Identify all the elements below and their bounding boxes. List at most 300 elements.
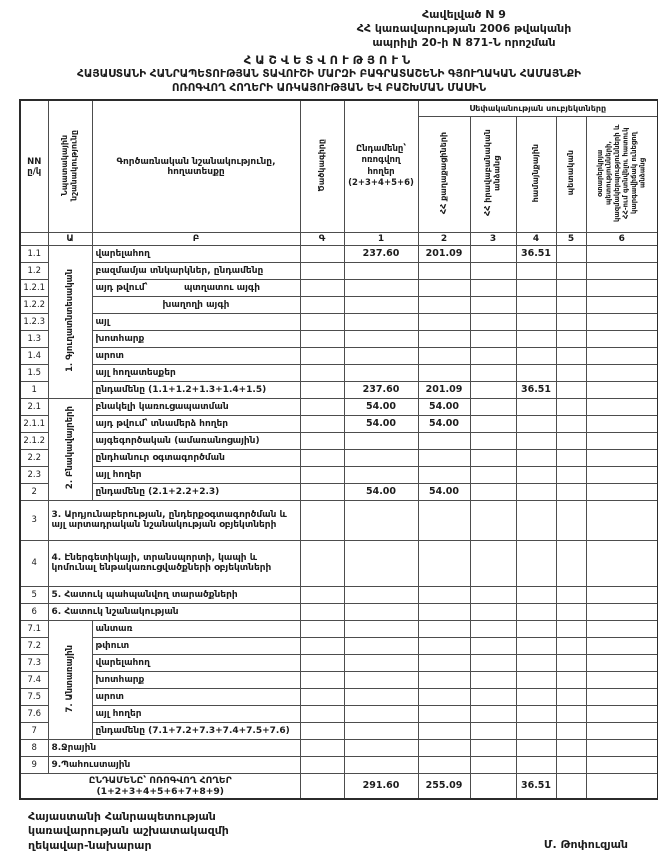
value-cell	[586, 722, 658, 739]
row-label-prefix: այդ թվում՝	[95, 282, 148, 293]
value-cell	[556, 756, 586, 773]
value-cell	[418, 449, 470, 466]
value-cell	[516, 364, 556, 381]
value-cell	[344, 466, 418, 483]
row-number: 7	[20, 722, 48, 739]
table-row	[20, 330, 658, 347]
code-cell	[300, 540, 344, 586]
value-cell	[516, 500, 556, 540]
row-label: 3. Արդյունաբերության, ընդերքօգտագործման և այլ արտադրական նշանակության օբյեկտների	[48, 500, 300, 540]
code-cell	[300, 671, 344, 688]
code-cell	[300, 620, 344, 637]
value-cell	[418, 296, 470, 313]
row-label: այլ հողատեսքեր	[92, 364, 300, 381]
value-cell	[556, 262, 586, 279]
table-row	[20, 603, 658, 620]
value-cell	[418, 637, 470, 654]
code-cell	[300, 739, 344, 756]
value-cell	[344, 313, 418, 330]
value-cell	[516, 739, 556, 756]
row-label: վարելահող	[92, 245, 300, 262]
col-header-community: համայնքային	[516, 116, 556, 232]
value-cell	[556, 347, 586, 364]
value-cell	[516, 483, 556, 500]
signatory-organization	[28, 810, 229, 853]
row-number: 7.1	[20, 620, 48, 637]
code-cell	[300, 415, 344, 432]
row-number: 2.2	[20, 449, 48, 466]
index-cell: 1	[344, 232, 418, 245]
value-cell	[556, 466, 586, 483]
document-title	[0, 53, 658, 95]
value-cell	[556, 722, 586, 739]
value-cell	[344, 262, 418, 279]
value-cell	[556, 296, 586, 313]
irrigated-lands-table	[19, 99, 658, 800]
col-header-state: պետական	[556, 116, 586, 232]
row-label: 6. Հատուկ նշանակության	[48, 603, 300, 620]
value-cell: 54.00	[344, 398, 418, 415]
value-cell	[516, 637, 556, 654]
value-cell	[556, 330, 586, 347]
table-row-grand-total	[20, 773, 658, 799]
title-report-word: ՀԱՇՎԵՏՎՈՒԹՅՈՒՆ	[243, 53, 415, 68]
value-cell	[556, 245, 586, 262]
code-cell	[300, 500, 344, 540]
table-row	[20, 262, 658, 279]
value-cell: 36.51	[516, 773, 556, 799]
appendix-decision-line: ապրիլի 20-ի N 871-Ն որոշման	[372, 35, 556, 49]
value-cell	[516, 620, 556, 637]
code-cell	[300, 449, 344, 466]
value-cell	[344, 620, 418, 637]
value-cell	[344, 296, 418, 313]
value-cell	[586, 466, 658, 483]
code-cell	[300, 330, 344, 347]
value-cell	[344, 586, 418, 603]
row-label: անտառ	[92, 620, 300, 637]
value-cell	[586, 296, 658, 313]
value-cell: 291.60	[344, 773, 418, 799]
code-vertical-label: Ծածկագիրը	[317, 138, 327, 192]
value-cell: 201.09	[418, 381, 470, 398]
value-cell	[344, 432, 418, 449]
value-cell	[556, 500, 586, 540]
row-number: 3	[20, 500, 48, 540]
org-line-3: ղեկավար-նախարար	[28, 838, 152, 852]
value-cell	[516, 688, 556, 705]
value-cell	[586, 398, 658, 415]
value-cell	[516, 705, 556, 722]
row-number: 1.5	[20, 364, 48, 381]
value-cell	[344, 756, 418, 773]
row-number: 7.4	[20, 671, 48, 688]
appendix-gov-line: ՀՀ կառավարության 2006 թվականի	[356, 21, 572, 35]
value-cell	[556, 620, 586, 637]
table-row	[20, 279, 658, 296]
value-cell	[470, 381, 516, 398]
value-cell	[470, 586, 516, 603]
code-cell	[300, 688, 344, 705]
value-cell: 54.00	[418, 398, 470, 415]
value-cell	[418, 347, 470, 364]
value-cell	[344, 603, 418, 620]
value-cell	[556, 586, 586, 603]
value-cell	[418, 671, 470, 688]
value-cell	[586, 739, 658, 756]
value-cell	[470, 483, 516, 500]
index-cell: Ա	[48, 232, 92, 245]
row-number: 7.6	[20, 705, 48, 722]
value-cell	[556, 398, 586, 415]
value-cell	[556, 654, 586, 671]
purpose-vertical-label: Նպատակային նշանակությունը	[60, 129, 79, 201]
value-cell	[418, 262, 470, 279]
table-row	[20, 705, 658, 722]
value-cell	[556, 739, 586, 756]
value-cell	[418, 756, 470, 773]
value-cell	[556, 671, 586, 688]
value-cell	[418, 540, 470, 586]
value-cell	[556, 364, 586, 381]
value-cell	[556, 415, 586, 432]
row-label: 4. Էներգետիկայի, տրանսպորտի, կապի և կոմունալ ենթակառուցվածքների օբյեկտների	[48, 540, 300, 586]
code-cell	[300, 654, 344, 671]
code-cell	[300, 347, 344, 364]
value-cell	[586, 620, 658, 637]
value-cell	[586, 500, 658, 540]
value-cell	[586, 262, 658, 279]
code-cell	[300, 398, 344, 415]
value-cell	[344, 364, 418, 381]
value-cell	[516, 540, 556, 586]
value-cell	[586, 671, 658, 688]
value-cell	[470, 432, 516, 449]
value-cell	[470, 705, 516, 722]
value-cell	[556, 432, 586, 449]
title-community-line: ՀԱՅԱՍՏԱՆԻ ՀԱՆՐԱՊԵՏՈՒԹՅԱՆ ՏԱՎՈՒՇԻ ՄԱՐԶԻ ԲԱԳՐԱՏԱՇԵՆԻ ԳՅՈՒՂԱԿԱՆ ՀԱՄԱՅՆՔԻ	[76, 68, 582, 81]
section-settlements: 2. Բնակավայրերի	[48, 398, 92, 500]
value-cell: 255.09	[418, 773, 470, 799]
col-header-purpose	[48, 100, 92, 232]
signatory-name: Մ. Թոփուզյան	[543, 837, 628, 851]
row-number: 1.2.3	[20, 313, 48, 330]
value-cell	[516, 603, 556, 620]
row-number: 4	[20, 540, 48, 586]
row-label: ընդամենը (1.1+1.2+1.3+1.4+1.5)	[92, 381, 300, 398]
value-cell: 54.00	[418, 415, 470, 432]
value-cell	[586, 603, 658, 620]
header-row-group	[20, 100, 658, 116]
row-label: 5. Հատուկ պահպանվող տարածքների	[48, 586, 300, 603]
table-row	[20, 671, 658, 688]
value-cell	[556, 688, 586, 705]
code-cell	[300, 245, 344, 262]
value-cell	[586, 381, 658, 398]
index-cell: Գ	[300, 232, 344, 245]
value-cell	[470, 245, 516, 262]
code-cell	[300, 483, 344, 500]
value-cell	[516, 415, 556, 432]
value-cell	[344, 705, 418, 722]
value-cell	[516, 671, 556, 688]
table-row	[20, 415, 658, 432]
row-label: ընդհանուր օգտագործման	[92, 449, 300, 466]
value-cell: 36.51	[516, 381, 556, 398]
value-cell	[344, 500, 418, 540]
code-cell	[300, 381, 344, 398]
row-number: 1.2.1	[20, 279, 48, 296]
code-cell	[300, 296, 344, 313]
row-number: 2.3	[20, 466, 48, 483]
value-cell: 54.00	[418, 483, 470, 500]
value-cell	[516, 347, 556, 364]
row-number: 2.1	[20, 398, 48, 415]
row-label: ընդամենը (2.1+2.2+2.3)	[92, 483, 300, 500]
section-agricultural: 1. Գյուղատնտեսական	[48, 245, 92, 398]
value-cell	[470, 398, 516, 415]
value-cell	[516, 466, 556, 483]
section-forest: 7. Անտառային	[48, 620, 92, 739]
col-header-total: Ընդամենը՝ ոռոգվող հողեր (2+3+4+5+6)	[344, 100, 418, 232]
index-cell: 3	[470, 232, 516, 245]
value-cell	[516, 398, 556, 415]
row-label: արոտ	[92, 688, 300, 705]
row-number: 1.3	[20, 330, 48, 347]
row-label: 8.Ջրային	[48, 739, 300, 756]
value-cell	[344, 739, 418, 756]
value-cell	[470, 296, 516, 313]
table-row	[20, 347, 658, 364]
ownership-group-header: Սեփականության սուբյեկտները	[418, 100, 658, 116]
value-cell	[556, 705, 586, 722]
value-cell: 36.51	[516, 245, 556, 262]
row-number: 7.5	[20, 688, 48, 705]
table-row	[20, 540, 658, 586]
value-cell	[418, 722, 470, 739]
row-label: ընդամենը (7.1+7.2+7.3+7.4+7.5+7.6)	[92, 722, 300, 739]
row-label-text: պտղատու այգի	[183, 282, 261, 293]
row-number: 1.4	[20, 347, 48, 364]
table-row	[20, 586, 658, 603]
row-label: խաղողի այգի	[92, 296, 300, 313]
code-cell	[300, 637, 344, 654]
row-label: խոտհարք	[92, 330, 300, 347]
row-number: 2.1.1	[20, 415, 48, 432]
value-cell	[586, 705, 658, 722]
value-cell	[556, 637, 586, 654]
row-number: 2	[20, 483, 48, 500]
row-number: 8	[20, 739, 48, 756]
value-cell	[556, 313, 586, 330]
code-cell	[300, 313, 344, 330]
value-cell	[556, 540, 586, 586]
value-cell	[418, 654, 470, 671]
value-cell	[586, 688, 658, 705]
table-row	[20, 245, 658, 262]
col-header-citizens: ՀՀ քաղաքացիների	[418, 116, 470, 232]
row-label: այդ թվում՝ տնամերձ հողեր	[92, 415, 300, 432]
code-cell	[300, 279, 344, 296]
value-cell	[470, 671, 516, 688]
table-row	[20, 449, 658, 466]
table-row	[20, 432, 658, 449]
value-cell	[516, 586, 556, 603]
table-row	[20, 398, 658, 415]
value-cell	[516, 296, 556, 313]
row-number: 1.2.2	[20, 296, 48, 313]
index-cell: 5	[556, 232, 586, 245]
row-number: 9	[20, 756, 48, 773]
code-cell	[300, 722, 344, 739]
table-row	[20, 466, 658, 483]
value-cell	[470, 637, 516, 654]
value-cell	[470, 364, 516, 381]
table-row	[20, 654, 658, 671]
row-label: խոտհարք	[92, 671, 300, 688]
value-cell	[516, 756, 556, 773]
value-cell	[586, 483, 658, 500]
col-header-foreign: օտարերկրյա պետությունների, կազմակերպությունների և ՀՀ-ում գտնվելու հատուկ կարգավիճակ ունեցող անձանց	[586, 116, 658, 232]
title-subject-line: ՈՌՈԳՎՈՂ ՀՈՂԵՐԻ ԱՌԿԱՅՈՒԹՅԱՆ ԵՎ ԲԱՇԽՄԱՆ ՄԱՍԻՆ	[171, 81, 487, 94]
col-header-legal-entities: ՀՀ իրավաբանական անձանց	[470, 116, 516, 232]
column-index-row	[20, 232, 658, 245]
value-cell	[344, 330, 418, 347]
code-cell	[300, 466, 344, 483]
value-cell	[418, 313, 470, 330]
value-cell	[470, 620, 516, 637]
value-cell: 201.09	[418, 245, 470, 262]
value-cell	[418, 500, 470, 540]
value-cell	[470, 603, 516, 620]
value-cell	[586, 586, 658, 603]
row-label: թփուտ	[92, 637, 300, 654]
value-cell	[586, 432, 658, 449]
row-number: 7.3	[20, 654, 48, 671]
value-cell	[586, 773, 658, 799]
value-cell	[586, 756, 658, 773]
row-label: արոտ	[92, 347, 300, 364]
value-cell	[344, 671, 418, 688]
value-cell	[586, 449, 658, 466]
row-number: 2.1.2	[20, 432, 48, 449]
value-cell	[470, 540, 516, 586]
table-row	[20, 364, 658, 381]
appendix-reference	[274, 8, 654, 49]
row-number: 1.1	[20, 245, 48, 262]
value-cell	[516, 262, 556, 279]
value-cell	[344, 540, 418, 586]
value-cell	[470, 330, 516, 347]
value-cell	[470, 449, 516, 466]
value-cell	[516, 722, 556, 739]
code-cell	[300, 603, 344, 620]
row-label: 9.Պահուստային	[48, 756, 300, 773]
index-cell: 4	[516, 232, 556, 245]
table-row	[20, 296, 658, 313]
value-cell	[470, 313, 516, 330]
value-cell	[470, 654, 516, 671]
table-row	[20, 500, 658, 540]
value-cell	[470, 279, 516, 296]
row-label	[92, 279, 300, 296]
value-cell	[344, 654, 418, 671]
code-cell	[300, 705, 344, 722]
value-cell	[344, 347, 418, 364]
row-label: բնակելի կառուցապատման	[92, 398, 300, 415]
value-cell	[418, 432, 470, 449]
value-cell	[586, 637, 658, 654]
value-cell	[418, 330, 470, 347]
value-cell	[556, 483, 586, 500]
index-cell-empty	[20, 232, 48, 245]
row-number: 5	[20, 586, 48, 603]
value-cell	[516, 449, 556, 466]
value-cell	[418, 620, 470, 637]
row-number: 7.2	[20, 637, 48, 654]
value-cell	[556, 603, 586, 620]
table-row-subtotal	[20, 381, 658, 398]
index-cell: 2	[418, 232, 470, 245]
value-cell	[586, 364, 658, 381]
value-cell: 54.00	[344, 415, 418, 432]
value-cell	[516, 432, 556, 449]
value-cell	[344, 722, 418, 739]
value-cell	[470, 262, 516, 279]
value-cell	[470, 688, 516, 705]
col-header-nn: NN ը/կ	[20, 100, 48, 232]
code-cell	[300, 756, 344, 773]
value-cell	[586, 313, 658, 330]
row-label: այլ	[92, 313, 300, 330]
value-cell: 54.00	[344, 483, 418, 500]
value-cell	[516, 654, 556, 671]
value-cell	[586, 347, 658, 364]
value-cell	[586, 415, 658, 432]
org-line-1: Հայաստանի Հանրապետության	[28, 809, 216, 823]
index-cell: 6	[586, 232, 658, 245]
value-cell	[470, 722, 516, 739]
value-cell	[418, 586, 470, 603]
value-cell	[418, 603, 470, 620]
grand-total-label: ԸՆԴԱՄԵՆԸ՝ ՈՌՈԳՎՈՂ ՀՈՂԵՐ (1+2+3+4+5+6+7+8+9)	[20, 773, 300, 799]
table-row	[20, 756, 658, 773]
value-cell: 237.60	[344, 245, 418, 262]
appendix-number: Հավելված N 9	[422, 8, 506, 21]
value-cell	[556, 381, 586, 398]
table-row	[20, 620, 658, 637]
value-cell	[418, 688, 470, 705]
value-cell	[470, 739, 516, 756]
value-cell	[470, 466, 516, 483]
value-cell	[516, 330, 556, 347]
table-row	[20, 739, 658, 756]
signature-block	[28, 810, 628, 853]
value-cell	[516, 313, 556, 330]
row-label: վարելահող	[92, 654, 300, 671]
value-cell	[418, 364, 470, 381]
value-cell	[470, 500, 516, 540]
table-row	[20, 313, 658, 330]
table-row-subtotal	[20, 722, 658, 739]
col-header-code	[300, 100, 344, 232]
value-cell	[586, 654, 658, 671]
code-cell	[300, 262, 344, 279]
value-cell	[556, 773, 586, 799]
row-label: բազմամյա տնկարկներ, ընդամենը	[92, 262, 300, 279]
row-number: 6	[20, 603, 48, 620]
value-cell	[586, 330, 658, 347]
